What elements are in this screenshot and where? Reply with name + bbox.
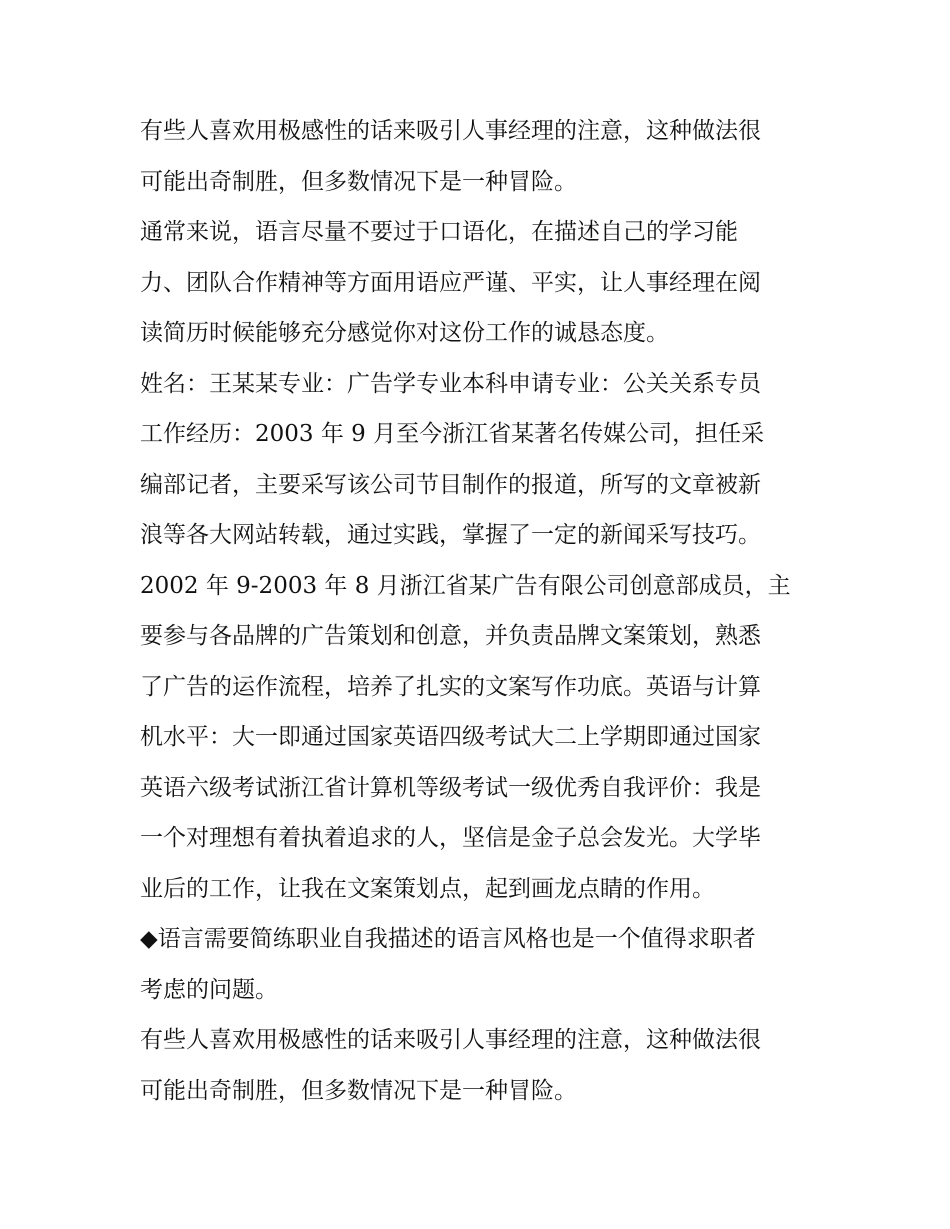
text-line: 2002 年 9-2003 年 8 月浙江省某广告有限公司创意部成员，主 xyxy=(140,572,791,599)
text-line: ◆语言需要简练职业自我描述的语言风格也是一个值得求职者 xyxy=(140,926,756,952)
document-body xyxy=(140,106,812,1116)
text-line: 业后的工作，让我在文案策划点，起到画龙点睛的作用。 xyxy=(140,875,715,902)
text-line: 可能出奇制胜，但多数情况下是一种冒险。 xyxy=(140,1077,577,1104)
text-line: 机水平：大一即通过国家英语四级考试大二上学期即通过国家 xyxy=(140,724,761,750)
text-line: 考虑的问题。 xyxy=(140,976,278,1003)
text-line: 姓名：王某某专业：广告学专业本科申请专业：公关关系专员 xyxy=(140,370,761,397)
text-line: 有些人喜欢用极感性的话来吸引人事经理的注意，这种做法很 xyxy=(140,118,761,144)
text-line: 浪等各大网站转载，通过实践，掌握了一定的新闻采写技巧。 xyxy=(140,522,761,548)
text-line: 通常来说，语言尽量不要过于口语化，在描述自己的学习能 xyxy=(140,219,738,245)
text-line: 一个对理想有着执着追求的人，坚信是金子总会发光。大学毕 xyxy=(140,825,761,851)
text-line: 力、团队合作精神等方面用语应严谨、平实，让人事经理在阅 xyxy=(140,269,761,296)
text-line: 要参与各品牌的广告策划和创意，并负责品牌文案策划，熟悉 xyxy=(140,623,761,649)
text-line: 英语六级考试浙江省计算机等级考试一级优秀自我评价：我是 xyxy=(140,774,761,801)
text-line: 读简历时候能够充分感觉你对这份工作的诚恳态度。 xyxy=(140,320,669,346)
text-line: 有些人喜欢用极感性的话来吸引人事经理的注意，这种做法很 xyxy=(140,1027,761,1053)
text-line: 编部记者，主要采写该公司节目制作的报道，所写的文章被新 xyxy=(140,471,761,498)
text-line: 了广告的运作流程，培养了扎实的文案写作功底。英语与计算 xyxy=(140,673,761,700)
text-line: 可能出奇制胜，但多数情况下是一种冒险。 xyxy=(140,168,577,195)
text-line: 工作经历：2003 年 9 月至今浙江省某著名传媒公司，担任采 xyxy=(140,421,765,447)
